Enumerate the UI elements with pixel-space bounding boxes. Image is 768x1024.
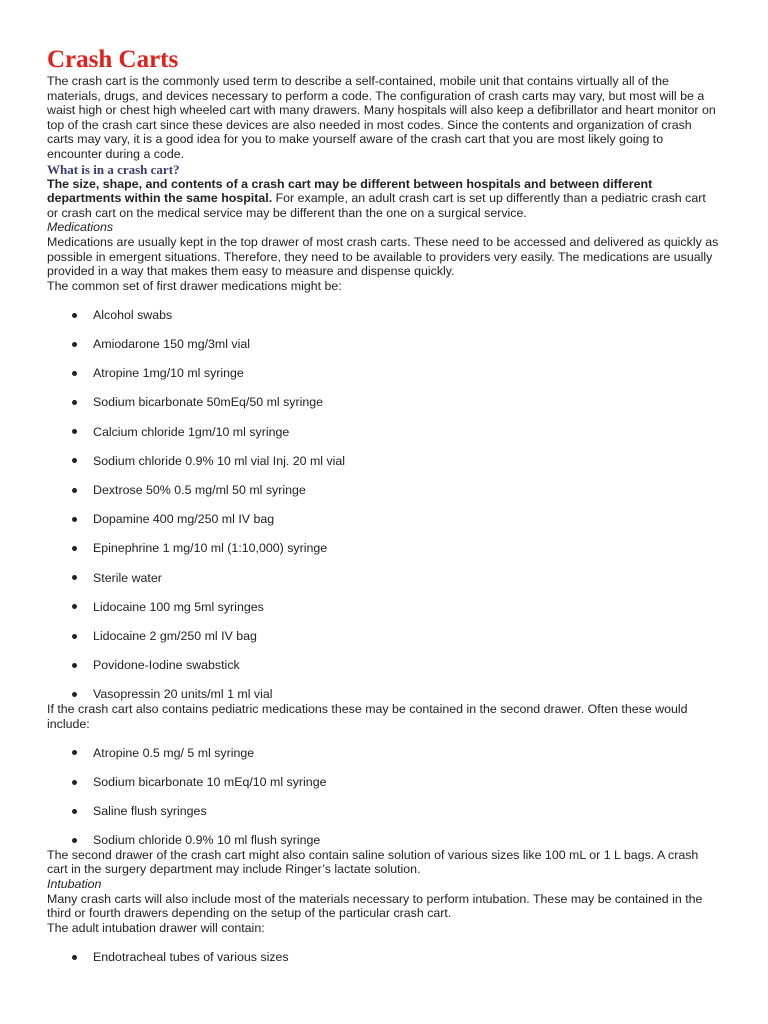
list-item bbox=[47, 760, 720, 789]
bullet-icon bbox=[72, 575, 77, 580]
bullet-icon bbox=[72, 809, 77, 814]
bullet-icon bbox=[72, 517, 77, 522]
section-heading: What is in a crash cart? bbox=[47, 161, 180, 177]
second-drawer-paragraph: The second drawer of the crash cart might also contain saline solution of various sizes like 100 mL or 1 L bags. A crash cart in the surgery department may include Ringer’s lactate solution. bbox=[47, 847, 699, 877]
list-item bbox=[47, 352, 720, 381]
bullet-icon bbox=[72, 604, 77, 609]
list-item-label: Alcohol swabs bbox=[93, 307, 173, 322]
pediatric-list bbox=[47, 731, 720, 848]
list-item-label: Endotracheal tubes of various sizes bbox=[93, 950, 289, 965]
bullet-icon bbox=[72, 400, 77, 405]
list-item bbox=[47, 527, 720, 556]
list-item bbox=[47, 731, 720, 760]
list-item bbox=[47, 381, 720, 410]
list-item-label: Vasopressin 20 units/ml 1 ml vial bbox=[93, 687, 273, 702]
list-item-label: Saline flush syringes bbox=[93, 804, 207, 819]
bullet-icon bbox=[72, 488, 77, 493]
first-drawer-list bbox=[47, 293, 720, 702]
list-item-label: Sodium bicarbonate 10 mEq/10 ml syringe bbox=[93, 774, 327, 789]
list-item-label: Dopamine 400 mg/250 ml IV bag bbox=[93, 512, 275, 527]
list-item bbox=[47, 935, 720, 964]
list-item bbox=[47, 468, 720, 497]
list-item-label: Atropine 0.5 mg/ 5 ml syringe bbox=[93, 745, 255, 760]
bullet-icon bbox=[72, 313, 77, 318]
list-item-label: Lidocaine 100 mg 5ml syringes bbox=[93, 599, 264, 614]
list-item-label: Dextrose 50% 0.5 mg/ml 50 ml syringe bbox=[93, 483, 306, 498]
bullet-icon bbox=[72, 692, 77, 697]
bullet-icon bbox=[72, 663, 77, 668]
page-title: Crash Carts bbox=[47, 46, 179, 73]
list-item-label: Povidone-Iodine swabstick bbox=[93, 658, 240, 673]
list-item-label: Amiodarone 150 mg/3ml vial bbox=[93, 337, 251, 352]
adult-intubation-intro: The adult intubation drawer will contain: bbox=[47, 920, 265, 935]
size-text: For example, an adult crash cart is set up differently than a pediatric crash cart or crash cart on the medical service may be different than the one on a surgical service. bbox=[47, 191, 706, 220]
list-item bbox=[47, 410, 720, 439]
bullet-icon bbox=[72, 371, 77, 376]
bullet-icon bbox=[72, 955, 77, 960]
size-paragraph bbox=[47, 177, 720, 221]
medications-paragraph: Medications are usually kept in the top drawer of most crash carts. These need to be accessed and delivered as quickly as possible in emergent situations. Therefore, they need to be available to providers very easily. The medications are usually provided in a way that makes them easy to measure and dispense quickly. bbox=[47, 234, 719, 279]
medications-heading: Medications bbox=[47, 220, 114, 235]
list-item bbox=[47, 673, 720, 702]
document-page bbox=[47, 46, 720, 965]
intubation-heading: Intubation bbox=[47, 877, 102, 892]
intubation-paragraph: Many crash carts will also include most of the materials necessary to perform intubation. These may be contained in the third or fourth drawers depending on the setup of the particular crash cart. bbox=[47, 891, 703, 921]
list-item-label: Sodium chloride 0.9% 10 ml flush syringe bbox=[93, 833, 321, 848]
bullet-icon bbox=[72, 750, 77, 755]
list-item bbox=[47, 644, 720, 673]
bullet-icon bbox=[72, 342, 77, 347]
list-item bbox=[47, 556, 720, 585]
bullet-icon bbox=[72, 458, 77, 463]
pediatric-intro: If the crash cart also contains pediatric medications these may be contained in the second drawer. Often these would include: bbox=[47, 701, 688, 731]
bullet-icon bbox=[72, 634, 77, 639]
list-item-label: Calcium chloride 1gm/10 ml syringe bbox=[93, 424, 290, 439]
size-bold-text: The size, shape, and contents of a crash cart may be different between hospitals and between different departments within the same hospital. bbox=[47, 176, 653, 206]
bullet-icon bbox=[72, 546, 77, 551]
list-item bbox=[47, 819, 720, 848]
list-item-label: Sodium chloride 0.9% 10 ml vial Inj. 20 ml vial bbox=[93, 453, 346, 468]
list-item bbox=[47, 323, 720, 352]
list-item bbox=[47, 498, 720, 527]
adult-intubation-list bbox=[47, 935, 720, 964]
list-item-label: Lidocaine 2 gm/250 ml IV bag bbox=[93, 628, 257, 643]
list-item bbox=[47, 293, 720, 322]
list-item bbox=[47, 790, 720, 819]
list-item-label: Sterile water bbox=[93, 570, 162, 585]
bullet-icon bbox=[72, 429, 77, 434]
bullet-icon bbox=[72, 838, 77, 843]
list-item-label: Atropine 1mg/10 ml syringe bbox=[93, 366, 244, 381]
list-item-label: Sodium bicarbonate 50mEq/50 ml syringe bbox=[93, 395, 324, 410]
intro-paragraph: The crash cart is the commonly used term to describe a self-contained, mobile unit that contains virtually all of the materials, drugs, and devices necessary to perform a code. The configuration of crash carts may vary, but most will be a waist high or chest high wheeled cart with many drawers. Many hospitals will also keep a defibrillator and heart monitor on top of the crash cart since these devices are also needed in most codes. Since the contents and organization of crash carts may vary, it is a good idea for you to make yourself aware of the crash cart that you are most likely going to encounter during a code. bbox=[47, 74, 716, 161]
list-item bbox=[47, 585, 720, 614]
first-drawer-intro: The common set of first drawer medications might be: bbox=[47, 278, 342, 293]
bullet-icon bbox=[72, 780, 77, 785]
list-item-label: Epinephrine 1 mg/10 ml (1:10,000) syringe bbox=[93, 541, 328, 556]
list-item bbox=[47, 439, 720, 468]
list-item bbox=[47, 614, 720, 643]
